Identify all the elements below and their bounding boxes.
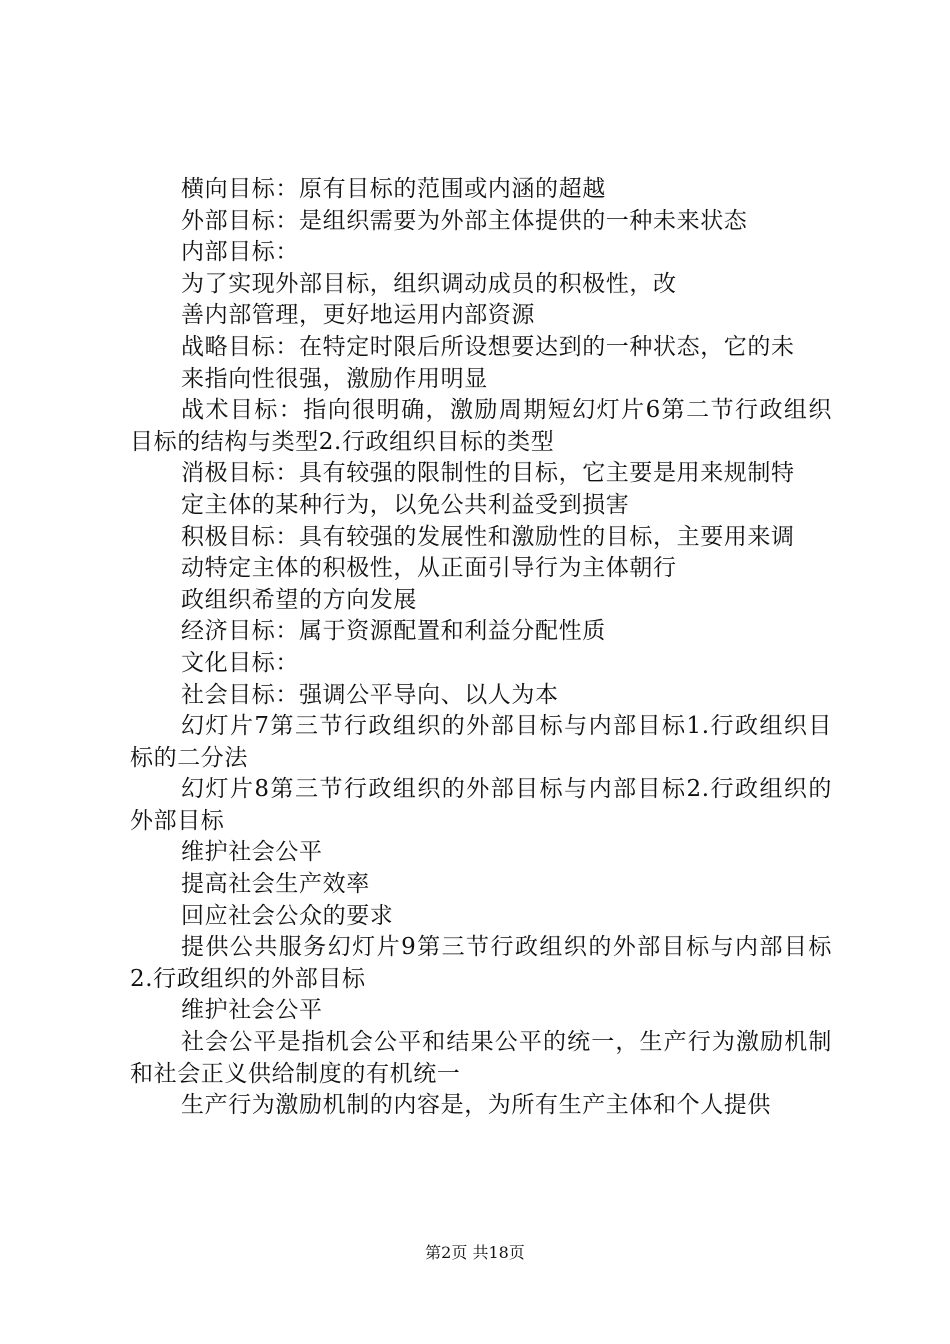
page-number-footer: 第2页 共18页 [425, 1243, 525, 1262]
paragraph: 定主体的某种行为，以免公共利益受到损害 [181, 491, 630, 518]
paragraph: 横向目标：原有目标的范围或内涵的超越 [181, 176, 606, 202]
paragraph: 消极目标：具有较强的限制性的目标，它主要是用来规制特 [181, 460, 795, 487]
paragraph: 生产行为激励机制的内容是，为所有生产主体和个人提供 [181, 1092, 771, 1119]
paragraph: 提供公共服务幻灯片9第三节行政组织的外部目标与内部目标2.行政组织的外部目标 [130, 934, 832, 992]
paragraph: 幻灯片7第三节行政组织的外部目标与内部目标1.行政组织目标的二分法 [130, 713, 832, 771]
paragraph: 积极目标：具有较强的发展性和激励性的目标，主要用来调 [181, 523, 795, 550]
paragraph: 战略目标：在特定时限后所设想要达到的一种状态，它的未 [181, 333, 795, 360]
paragraph: 来指向性很强，激励作用明显 [181, 365, 488, 392]
paragraph: 幻灯片8第三节行政组织的外部目标与内部目标2.行政组织的外部目标 [130, 776, 832, 834]
paragraph: 文化目标： [181, 649, 299, 676]
paragraph: 社会公平是指机会公平和结果公平的统一，生产行为激励机制和社会正义供给制度的有机统一 [130, 1029, 832, 1087]
body-text [130, 174, 832, 1122]
paragraph: 维护社会公平 [181, 839, 323, 866]
paragraph: 善内部管理，更好地运用内部资源 [181, 302, 535, 329]
paragraph: 提高社会生产效率 [181, 871, 370, 898]
paragraph: 外部目标：是组织需要为外部主体提供的一种未来状态 [181, 207, 748, 234]
paragraph: 战术目标：指向很明确，激励周期短幻灯片6第二节行政组织目标的结构与类型2.行政组织目标的类型 [130, 397, 832, 455]
paragraph: 为了实现外部目标，组织调动成员的积极性，改 [181, 270, 677, 297]
paragraph: 社会目标：强调公平导向、以人为本 [181, 681, 559, 708]
paragraph: 经济目标：属于资源配置和利益分配性质 [181, 618, 606, 645]
paragraph: 内部目标： [181, 239, 299, 266]
paragraph: 维护社会公平 [181, 997, 323, 1024]
paragraph: 动特定主体的积极性，从正面引导行为主体朝行 [181, 555, 677, 582]
paragraph: 政组织希望的方向发展 [181, 586, 417, 613]
paragraph: 回应社会公众的要求 [181, 902, 394, 929]
